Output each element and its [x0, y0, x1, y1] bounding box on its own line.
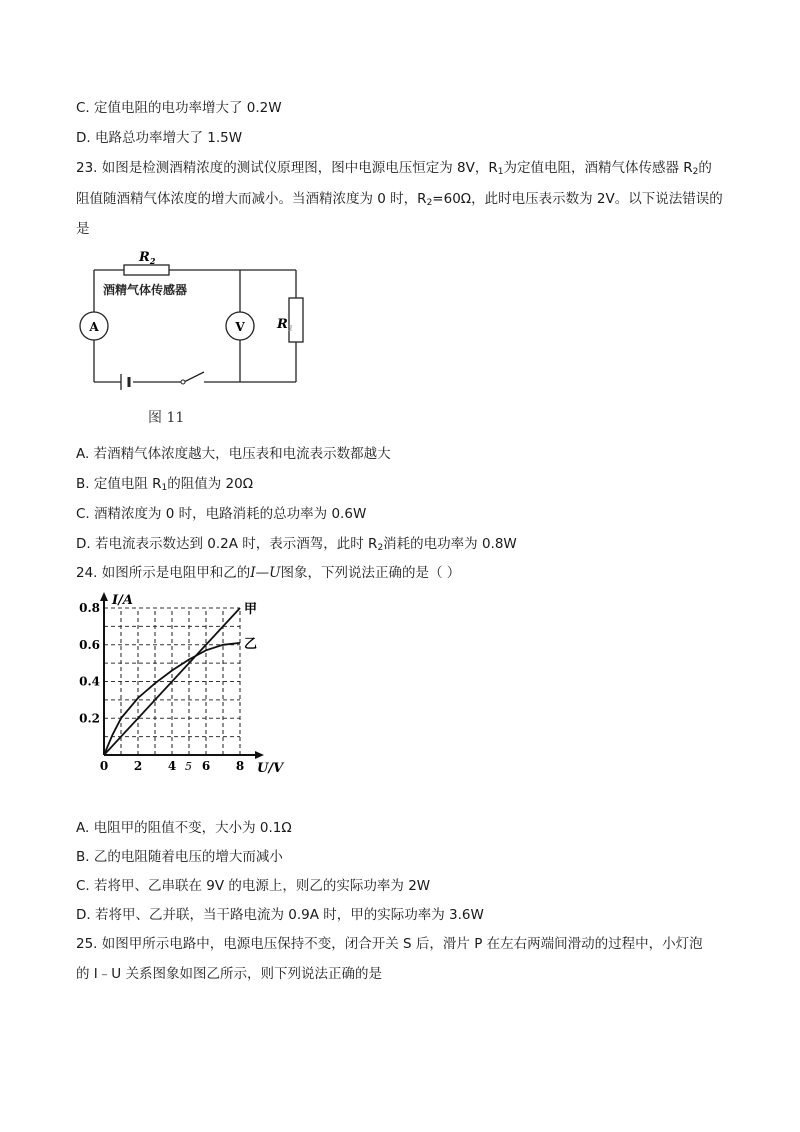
option-24b: B. 乙的电阻随着电压的增大而减小 [76, 849, 283, 865]
x-tick-label: 4 [167, 759, 177, 773]
battery-symbol [121, 374, 129, 390]
circuit-diagram [76, 246, 306, 436]
y-tick-label: 0.8 [79, 601, 100, 615]
question-25-line-2: 的 I﹣U 关系图象如图乙所示，则下列说法正确的是 [76, 966, 382, 982]
option-23b: B. 定值电阻 $R_1$的阻值为 20Ω [76, 476, 254, 493]
y-axis-label: I/A [112, 593, 133, 608]
question-25-line-1: 25. 如图甲所示电路中，电源电压保持不变，闭合开关 S 后，滑片 P 在左右两端间滑动的过程中，小灯泡 [76, 936, 703, 952]
option-24d: D. 若将甲、乙并联，当干路电流为 0.9A 时，甲的实际功率为 3.6W [76, 907, 484, 923]
resistor-r1 [289, 298, 303, 342]
ammeter-label: A [89, 320, 99, 334]
x-tick-label: 2 [133, 759, 143, 773]
resistor-r2 [124, 265, 169, 275]
r1-label: $R_1$ [277, 317, 294, 333]
option-24c: C. 若将甲、乙串联在 9V 的电源上，则乙的实际功率为 2W [76, 878, 431, 894]
voltmeter-label: V [235, 320, 245, 334]
iu-graph [74, 588, 294, 783]
question-24: 24. 如图所示是电阻甲和乙的I—U图象，下列说法正确的是（ ） [76, 565, 461, 581]
option-22c: C. 定值电阻的电功率增大了 0.2W [76, 100, 282, 116]
y-tick-label: 0.6 [79, 637, 100, 652]
series-label-2: 乙 [244, 636, 258, 652]
question-23-line-1: 23. 如图是检测酒精浓度的测试仪原理图，图中电源电压恒定为 8V，$R_1$为定值电阻，酒精气体传感器 $R_2$的 [76, 160, 712, 177]
option-24a: A. 电阻甲的阻值不变，大小为 0.1Ω [76, 820, 292, 836]
x-tick-label: 8 [235, 759, 245, 773]
x-tick-label: 6 [201, 759, 211, 773]
y-tick-label: 0.2 [79, 711, 100, 726]
option-23a: A. 若酒精气体浓度越大，电压表和电流表示数都越大 [76, 446, 391, 462]
switch-symbol [181, 380, 185, 384]
option-22d: D. 电路总功率增大了 1.5W [76, 130, 243, 146]
series-label-1: 甲 [244, 602, 258, 617]
figure-caption: 图 11 [148, 410, 185, 426]
sensor-label: 酒精气体传感器 [103, 283, 188, 297]
question-23-line-2: 阻值随酒精气体浓度的增大而减小。当酒精浓度为 0 时，$R_2=60\Omega$，此时电压表示数为 2V。以下说法错误的 [76, 191, 723, 208]
x-axis-label: U/V [257, 761, 284, 776]
option-23c: C. 酒精浓度为 0 时，电路消耗的总功率为 0.6W [76, 506, 367, 522]
extra-label: 5 [185, 760, 192, 773]
y-tick-label: 0.4 [79, 674, 100, 689]
r2-label: $R_2$ [139, 250, 156, 266]
x-tick-label: 0 [99, 759, 109, 773]
option-23d: D. 若电流表示数达到 0.2A 时，表示酒驾，此时 $R_2$消耗的电功率为 0.8W [76, 536, 517, 553]
question-23-line-3: 是 [76, 221, 90, 237]
